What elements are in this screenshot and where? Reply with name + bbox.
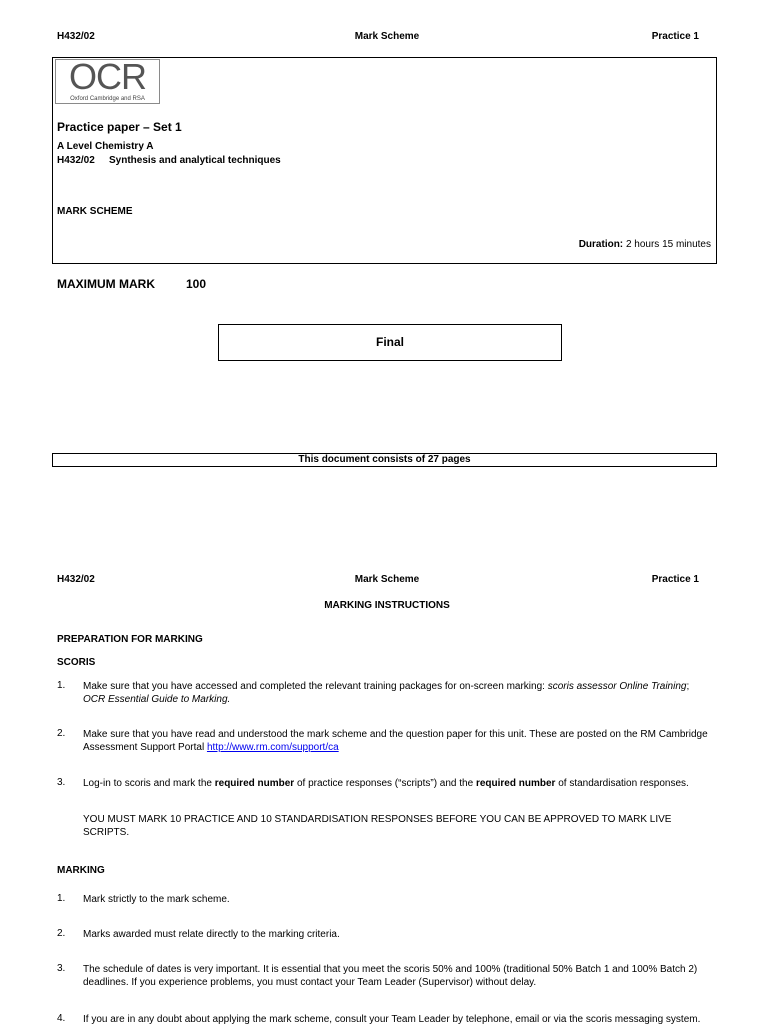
ocr-logo-subtext: Oxford Cambridge and RSA [70,96,145,102]
paper-title: Practice paper – Set 1 [57,120,182,134]
page-count-box: This document consists of 27 pages [52,453,717,467]
support-portal-link[interactable]: http://www.rm.com/support/ca [206,742,339,753]
final-status-box: Final [218,324,562,361]
ocr-logo [55,56,160,104]
marking-heading: MARKING [57,865,105,876]
scoris-item-3: Log-in to scoris and mark the required number of practice responses (“scripts”) and the required number of standardisation responses. [83,778,689,789]
marking-item-number: 1. [57,893,66,904]
marking-instructions-title: MARKING INSTRUCTIONS [324,600,450,611]
duration-value: 2 hours 15 minutes [625,239,711,250]
page2-header-right: Practice 1 [651,574,699,585]
marking-item-1: Mark strictly to the mark scheme. [83,894,230,905]
scoris-item-number: 3. [57,777,66,788]
marking-item-number: 2. [57,928,66,939]
page2-header-code: H432/02 [57,574,95,585]
marking-item-number: 3. [57,963,66,974]
max-mark-value: 100 [186,277,207,291]
page1-header-center: Mark Scheme [354,31,420,42]
must-mark-notice: YOU MUST MARK 10 PRACTICE AND 10 STANDARDISATION RESPONSES BEFORE YOU CAN BE APPROVED TO MARK LIVE SCRIPTS. [83,814,672,838]
marking-item-4: If you are in any doubt about applying the mark scheme, consult your Team Leader by telephone, email or via the scoris messaging system. [83,1014,701,1025]
scoris-heading: SCORIS [57,657,96,668]
page1-header-right: Practice 1 [651,31,699,42]
duration-label: Duration: [578,239,624,250]
marking-item-2: Marks awarded must relate directly to the marking criteria. [83,929,340,940]
page2-header-center: Mark Scheme [354,574,420,585]
scoris-item-number: 1. [57,680,66,691]
max-mark-label: MAXIMUM MARK [57,277,155,291]
unit-title: Synthesis and analytical techniques [109,155,281,166]
marking-item-3: The schedule of dates is very important. It is essential that you meet the scoris 50% and 100% (traditional 50% Batch 1 and 100% Batch 2) deadlines. If you experience problems, you must contact your Team Leader (Supervisor) without delay. [83,964,698,988]
scoris-item-2: Make sure that you have read and understood the mark scheme and the question paper for this unit. These are posted on the RM Cambridge Assessment Support Portal http://www.rm.com/support/ca [83,729,708,753]
duration [579,239,711,250]
marking-item-number: 4. [57,1013,66,1024]
unit-code: H432/02 [57,155,95,166]
qualification: A Level Chemistry A [57,141,154,152]
prep-heading: PREPARATION FOR MARKING [57,634,203,645]
doc-type: MARK SCHEME [57,206,133,217]
scoris-item-number: 2. [57,728,66,739]
page1-header-code: H432/02 [57,31,95,42]
scoris-item-1: Make sure that you have accessed and completed the relevant training packages for on-screen marking: scoris assessor Online Training; OCR Essential Guide to Marking. [83,681,690,705]
ocr-logo-text: OCR [69,56,146,97]
